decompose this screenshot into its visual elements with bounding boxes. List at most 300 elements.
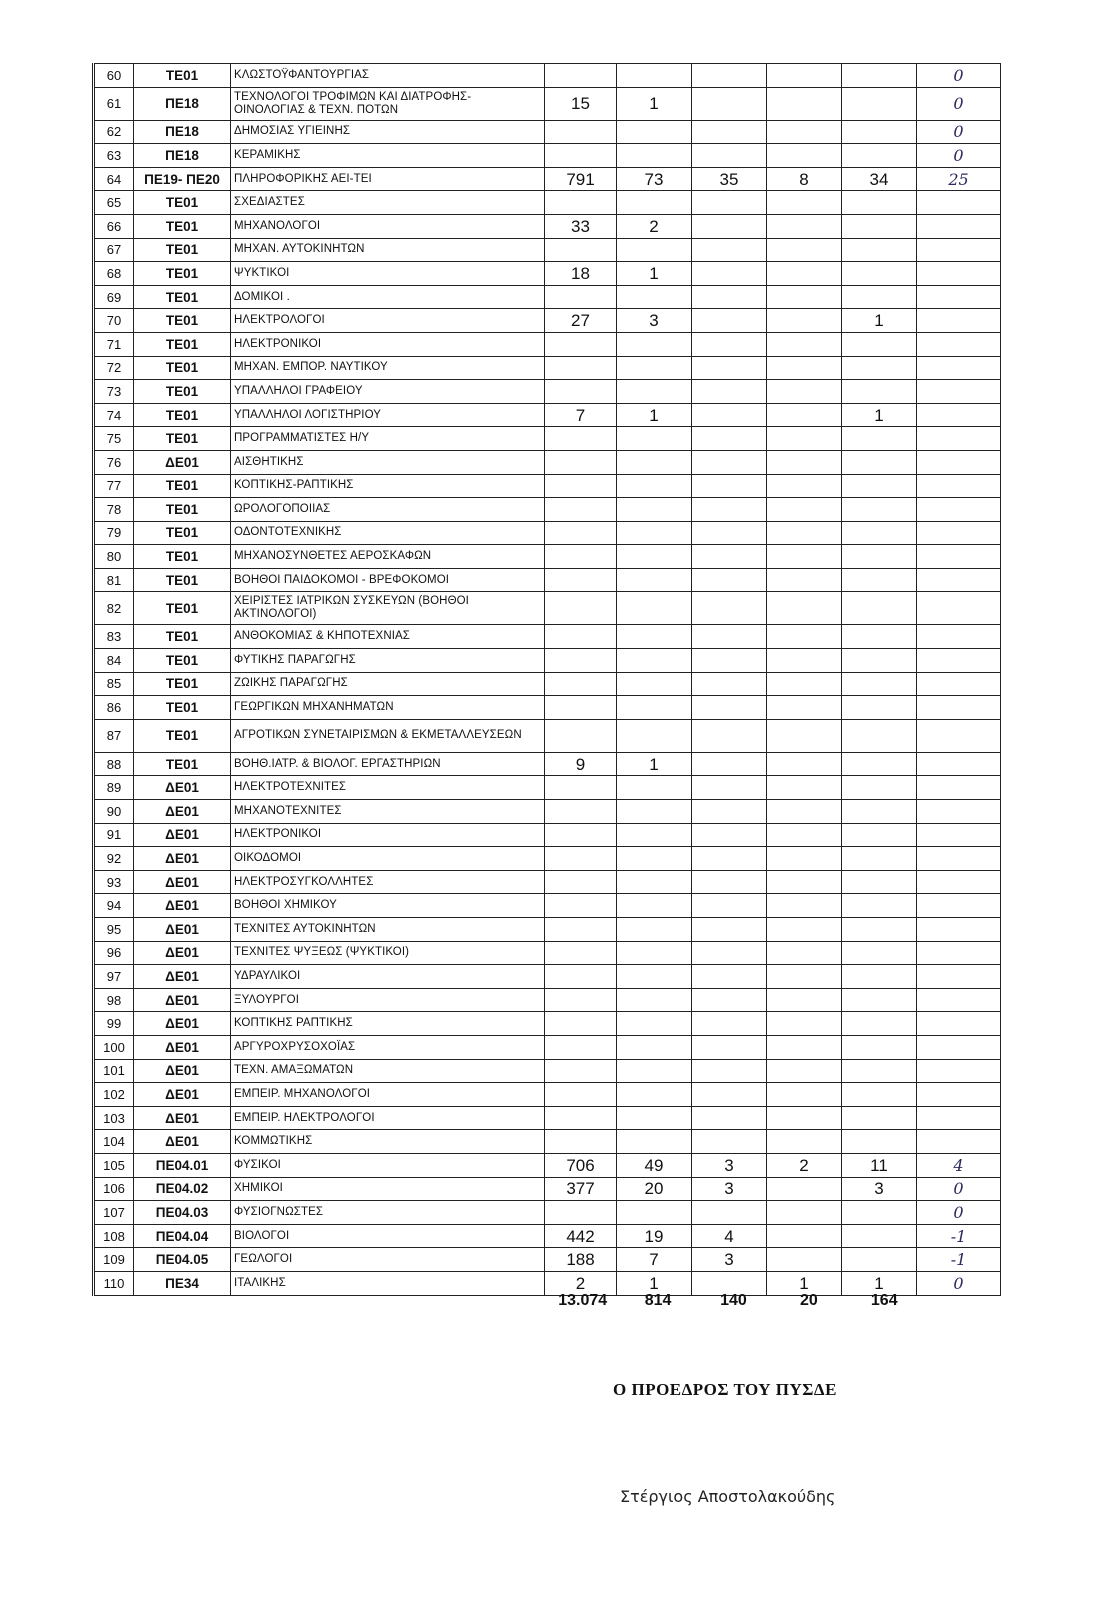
value-cell-1 [545,144,617,168]
value-cell-2 [617,592,692,625]
value-cell-4 [767,592,842,625]
value-cell-4: 8 [767,167,842,191]
specialty-code: ΤΕ01 [134,238,231,262]
value-cell-3 [692,568,767,592]
row-number: 78 [94,498,134,522]
row-number: 84 [94,649,134,673]
specialty-code: ΔΕ01 [134,988,231,1012]
value-cell-2 [617,238,692,262]
specialty-code: ΤΕ01 [134,262,231,286]
table-row [94,649,1001,673]
value-cell-3 [692,1012,767,1036]
value-cell-3 [692,1059,767,1083]
specialty-name: ΤΕΧΝΙΤΕΣ ΑΥΤΟΚΙΝΗΤΩΝ [231,918,545,942]
table-row [94,1012,1001,1036]
specialty-name: ΥΠΑΛΛΗΛΟΙ ΛΟΓΙΣΤΗΡΙΟΥ [231,403,545,427]
specialty-name: ΣΧΕΔΙΑΣΤΕΣ [231,191,545,215]
value-cell-5 [842,752,917,776]
table-row [94,1224,1001,1248]
value-cell-1 [545,1201,617,1225]
row-number: 92 [94,847,134,871]
value-cell-1 [545,1059,617,1083]
value-cell-2: 2 [617,214,692,238]
handwritten-note [917,498,1001,522]
table-body [94,64,1001,1296]
table-row [94,545,1001,569]
specialty-name: ΑΡΓΥΡΟΧΡΥΣΟΧΟΪΑΣ [231,1035,545,1059]
value-cell-3 [692,941,767,965]
value-cell-4 [767,309,842,333]
row-number: 108 [94,1224,134,1248]
value-cell-2 [617,356,692,380]
value-cell-2 [617,144,692,168]
specialty-code: ΤΕ01 [134,498,231,522]
specialty-code: ΔΕ01 [134,1035,231,1059]
document-table-area [92,63,999,1296]
value-cell-5 [842,427,917,451]
handwritten-note [917,1059,1001,1083]
specialty-name: ΗΛΕΚΤΡΟΝΙΚΟΙ [231,332,545,356]
row-number: 69 [94,285,134,309]
value-cell-4 [767,672,842,696]
table-row [94,427,1001,451]
handwritten-note: 0 [917,144,1001,168]
handwritten-note [917,1083,1001,1107]
row-number: 80 [94,545,134,569]
specialty-name: ΒΟΗΘΟΙ ΠΑΙΔΟΚΟΜΟΙ - ΒΡΕΦΟΚΟΜΟΙ [231,568,545,592]
value-cell-4 [767,965,842,989]
row-number: 86 [94,696,134,720]
handwritten-note [917,568,1001,592]
value-cell-3 [692,427,767,451]
handwritten-note [917,191,1001,215]
value-cell-3 [692,1130,767,1154]
value-cell-4 [767,474,842,498]
value-cell-4 [767,262,842,286]
specialty-code: ΠΕ04.03 [134,1201,231,1225]
table-row [94,120,1001,144]
handwritten-note [917,696,1001,720]
table-row [94,592,1001,625]
value-cell-4 [767,1248,842,1272]
value-cell-2 [617,988,692,1012]
value-cell-4 [767,918,842,942]
value-cell-2: 20 [617,1177,692,1201]
value-cell-4 [767,941,842,965]
value-cell-4 [767,238,842,262]
value-cell-5 [842,262,917,286]
value-cell-3 [692,1035,767,1059]
value-cell-5 [842,356,917,380]
value-cell-3 [692,1083,767,1107]
specialty-name: ΚΕΡΑΜΙΚΗΣ [231,144,545,168]
value-cell-3: 3 [692,1177,767,1201]
value-cell-2 [617,1059,692,1083]
value-cell-5 [842,1248,917,1272]
value-cell-2 [617,965,692,989]
specialty-code: ΤΕ01 [134,380,231,404]
specialty-name: ΥΠΑΛΛΗΛΟΙ ΓΡΑΦΕΙΟΥ [231,380,545,404]
table-row [94,1153,1001,1177]
value-cell-1 [545,672,617,696]
value-cell-3 [692,965,767,989]
handwritten-note [917,521,1001,545]
value-cell-3 [692,144,767,168]
value-cell-2: 1 [617,262,692,286]
value-cell-5 [842,696,917,720]
specialty-code: ΔΕ01 [134,450,231,474]
value-cell-5 [842,191,917,215]
value-cell-2 [617,1130,692,1154]
value-cell-4 [767,625,842,649]
specialty-code: ΤΕ01 [134,214,231,238]
value-cell-4 [767,894,842,918]
value-cell-3: 3 [692,1153,767,1177]
table-row [94,498,1001,522]
specialty-name: ΕΜΠΕΙΡ. ΜΗΧΑΝΟΛΟΓΟΙ [231,1083,545,1107]
value-cell-1 [545,1035,617,1059]
value-cell-4: 1 [767,1271,842,1295]
value-cell-1 [545,521,617,545]
value-cell-3 [692,120,767,144]
specialty-name: ΗΛΕΚΤΡΟΝΙΚΟΙ [231,823,545,847]
handwritten-note [917,823,1001,847]
handwritten-note: 4 [917,1153,1001,1177]
value-cell-2 [617,894,692,918]
specialty-name: ΜΗΧΑΝ. ΕΜΠΟΡ. ΝΑΥΤΙΚΟΥ [231,356,545,380]
value-cell-3 [692,309,767,333]
value-cell-1 [545,719,617,752]
value-cell-4 [767,332,842,356]
value-cell-4 [767,144,842,168]
value-cell-4 [767,191,842,215]
specialty-name: ΒΙΟΛΟΓΟΙ [231,1224,545,1248]
specialty-code: ΔΕ01 [134,870,231,894]
handwritten-note [917,988,1001,1012]
value-cell-2 [617,1201,692,1225]
specialty-name: ΚΟΠΤΙΚΗΣ ΡΑΠΤΙΚΗΣ [231,1012,545,1036]
value-cell-1: 188 [545,1248,617,1272]
table-row [94,870,1001,894]
value-cell-4 [767,800,842,824]
row-number: 102 [94,1083,134,1107]
handwritten-note: 25 [917,167,1001,191]
value-cell-2 [617,64,692,88]
row-number: 73 [94,380,134,404]
value-cell-5 [842,545,917,569]
value-cell-5 [842,568,917,592]
value-cell-4 [767,498,842,522]
value-cell-5 [842,64,917,88]
specialty-name: ΩΡΟΛΟΓΟΠΟΙΙΑΣ [231,498,545,522]
value-cell-1 [545,498,617,522]
specialty-code: ΤΕ01 [134,625,231,649]
value-cell-2 [617,1106,692,1130]
table-row [94,521,1001,545]
value-cell-5 [842,672,917,696]
table-row [94,309,1001,333]
value-cell-4 [767,988,842,1012]
value-cell-1 [545,1083,617,1107]
value-cell-1 [545,847,617,871]
specialty-name: ΠΛΗΡΟΦΟΡΙΚΗΣ ΑΕΙ-ΤΕΙ [231,167,545,191]
specialty-name: ΕΜΠΕΙΡ. ΗΛΕΚΤΡΟΛΟΓΟΙ [231,1106,545,1130]
value-cell-5 [842,120,917,144]
table-row [94,262,1001,286]
row-number: 106 [94,1177,134,1201]
value-cell-2: 1 [617,1271,692,1295]
handwritten-note [917,1106,1001,1130]
value-cell-1 [545,592,617,625]
handwritten-note [917,356,1001,380]
value-cell-5 [842,776,917,800]
specialty-name: ΜΗΧΑΝΟΛΟΓΟΙ [231,214,545,238]
specialty-name: ΚΟΠΤΙΚΗΣ-ΡΑΠΤΙΚΗΣ [231,474,545,498]
value-cell-3 [692,498,767,522]
value-cell-1 [545,870,617,894]
table-row [94,776,1001,800]
value-cell-1: 442 [545,1224,617,1248]
total-value-1: 13.074 [558,1292,608,1309]
value-cell-2: 49 [617,1153,692,1177]
value-cell-5 [842,965,917,989]
value-cell-4 [767,380,842,404]
specialty-code: ΠΕ04.05 [134,1248,231,1272]
specialty-name: ΥΔΡΑΥΛΙΚΟΙ [231,965,545,989]
value-cell-5 [842,285,917,309]
value-cell-3 [692,649,767,673]
table-row [94,719,1001,752]
value-cell-1 [545,1106,617,1130]
specialty-code: ΔΕ01 [134,1106,231,1130]
president-title: Ο ΠΡΟΕΔΡΟΣ ΤΟΥ ΠΥΣΔΕ [613,1380,837,1399]
handwritten-note [917,214,1001,238]
row-number: 100 [94,1035,134,1059]
value-cell-5 [842,592,917,625]
handwritten-note [917,672,1001,696]
data-table [92,63,1001,1296]
handwritten-note: 0 [917,1177,1001,1201]
row-number: 109 [94,1248,134,1272]
value-cell-4 [767,696,842,720]
table-row [94,87,1001,120]
row-number: 79 [94,521,134,545]
row-number: 61 [94,87,134,120]
value-cell-3 [692,592,767,625]
specialty-name: ΟΔΟΝΤΟΤΕΧΝΙΚΗΣ [231,521,545,545]
value-cell-3 [692,474,767,498]
value-cell-4 [767,752,842,776]
value-cell-1: 2 [545,1271,617,1295]
value-cell-3 [692,450,767,474]
table-row [94,214,1001,238]
handwritten-note [917,649,1001,673]
specialty-code: ΔΕ01 [134,1130,231,1154]
value-cell-4 [767,568,842,592]
value-cell-3 [692,1201,767,1225]
specialty-name: ΑΓΡΟΤΙΚΩΝ ΣΥΝΕΤΑΙΡΙΣΜΩΝ & ΕΚΜΕΤΑΛΛΕΥΣΕΩΝ [231,719,545,752]
specialty-name: ΖΩΙΚΗΣ ΠΑΡΑΓΩΓΗΣ [231,672,545,696]
total-value-4: 20 [799,1292,818,1309]
specialty-code: ΤΕ01 [134,696,231,720]
value-cell-2 [617,474,692,498]
value-cell-1 [545,1012,617,1036]
value-cell-1 [545,545,617,569]
value-cell-4 [767,356,842,380]
value-cell-3 [692,752,767,776]
value-cell-4 [767,1059,842,1083]
value-cell-3 [692,672,767,696]
specialty-code: ΔΕ01 [134,823,231,847]
specialty-code: ΤΕ01 [134,521,231,545]
value-cell-2 [617,450,692,474]
value-cell-4 [767,403,842,427]
table-row [94,965,1001,989]
handwritten-note [917,262,1001,286]
specialty-name: ΜΗΧΑΝΟΣΥΝΘΕΤΕΣ ΑΕΡΟΣΚΑΦΩΝ [231,545,545,569]
handwritten-note: 0 [917,1271,1001,1295]
value-cell-1 [545,356,617,380]
table-row [94,941,1001,965]
row-number: 77 [94,474,134,498]
table-row [94,894,1001,918]
specialty-name: ΧΗΜΙΚΟΙ [231,1177,545,1201]
total-value-3: 140 [720,1292,747,1309]
handwritten-note [917,1035,1001,1059]
table-row [94,1248,1001,1272]
specialty-code: ΔΕ01 [134,847,231,871]
value-cell-1 [545,696,617,720]
value-cell-4 [767,120,842,144]
value-cell-5 [842,941,917,965]
table-row [94,285,1001,309]
table-row [94,474,1001,498]
value-cell-4 [767,450,842,474]
value-cell-1 [545,988,617,1012]
specialty-code: ΠΕ34 [134,1271,231,1295]
value-cell-4 [767,1224,842,1248]
row-number: 70 [94,309,134,333]
value-cell-1: 9 [545,752,617,776]
value-cell-3 [692,918,767,942]
specialty-name: ΤΕΧΝ. ΑΜΑΞΩΜΑΤΩΝ [231,1059,545,1083]
table-row [94,988,1001,1012]
handwritten-note [917,285,1001,309]
value-cell-2 [617,941,692,965]
value-cell-1 [545,191,617,215]
handwritten-note: 0 [917,87,1001,120]
row-number: 62 [94,120,134,144]
value-cell-5 [842,87,917,120]
specialty-name: ΚΛΩΣΤΟΫΦΑΝΤΟΥΡΓΙΑΣ [231,64,545,88]
value-cell-3 [692,823,767,847]
value-cell-5: 1 [842,403,917,427]
value-cell-4 [767,64,842,88]
table-row [94,144,1001,168]
row-number: 94 [94,894,134,918]
value-cell-4 [767,521,842,545]
row-number: 60 [94,64,134,88]
specialty-name: ΤΕΧΝΙΤΕΣ ΨΥΞΕΩΣ (ΨΥΚΤΙΚΟΙ) [231,941,545,965]
specialty-code: ΤΕ01 [134,592,231,625]
table-row [94,625,1001,649]
value-cell-4 [767,1083,842,1107]
specialty-code: ΔΕ01 [134,894,231,918]
value-cell-2 [617,332,692,356]
specialty-name: ΨΥΚΤΙΚΟΙ [231,262,545,286]
row-number: 101 [94,1059,134,1083]
value-cell-3 [692,776,767,800]
row-number: 99 [94,1012,134,1036]
value-cell-4 [767,1106,842,1130]
row-number: 74 [94,403,134,427]
value-cell-3: 3 [692,1248,767,1272]
specialty-name: ΜΗΧΑΝ. ΑΥΤΟΚΙΝΗΤΩΝ [231,238,545,262]
value-cell-1: 377 [545,1177,617,1201]
value-cell-5 [842,1012,917,1036]
specialty-name: ΓΕΩΡΓΙΚΩΝ ΜΗΧΑΝΗΜΑΤΩΝ [231,696,545,720]
value-cell-3 [692,521,767,545]
specialty-code: ΠΕ18 [134,144,231,168]
specialty-code: ΔΕ01 [134,918,231,942]
value-cell-2 [617,521,692,545]
value-cell-1 [545,941,617,965]
specialty-name: ΦΥΣΙΚΟΙ [231,1153,545,1177]
value-cell-1 [545,894,617,918]
totals-row [545,1292,922,1314]
row-number: 103 [94,1106,134,1130]
handwritten-note [917,918,1001,942]
row-number: 83 [94,625,134,649]
value-cell-1 [545,800,617,824]
handwritten-note [917,776,1001,800]
value-cell-5 [842,649,917,673]
handwritten-note [917,592,1001,625]
value-cell-4 [767,545,842,569]
value-cell-3 [692,332,767,356]
specialty-name: ΧΕΙΡΙΣΤΕΣ ΙΑΤΡΙΚΩΝ ΣΥΣΚΕΥΩΝ (ΒΟΗΘΟΙ ΑΚΤΙΝΟΛΟΓΟΙ) [231,592,545,625]
row-number: 76 [94,450,134,474]
value-cell-1 [545,120,617,144]
value-cell-5 [842,450,917,474]
value-cell-5: 1 [842,1271,917,1295]
specialty-code: ΠΕ19- ΠΕ20 [134,167,231,191]
value-cell-2: 1 [617,752,692,776]
value-cell-5 [842,625,917,649]
value-cell-5 [842,332,917,356]
table-row [94,752,1001,776]
table-row [94,450,1001,474]
specialty-code: ΤΕ01 [134,191,231,215]
specialty-code: ΠΕ04.04 [134,1224,231,1248]
value-cell-5 [842,1035,917,1059]
total-value-5: 164 [870,1292,898,1309]
specialty-name: ΞΥΛΟΥΡΓΟΙ [231,988,545,1012]
specialty-name: ΤΕΧΝΟΛΟΓΟΙ ΤΡΟΦΙΜΩΝ ΚΑΙ ΔΙΑΤΡΟΦΗΣ-ΟΙΝΟΛΟΓΙΑΣ & ΤΕΧΝ. ΠΟΤΩΝ [231,87,545,120]
value-cell-2 [617,696,692,720]
row-number: 64 [94,167,134,191]
value-cell-2: 1 [617,403,692,427]
value-cell-5 [842,1201,917,1225]
value-cell-3 [692,847,767,871]
row-number: 65 [94,191,134,215]
value-cell-3 [692,894,767,918]
row-number: 82 [94,592,134,625]
value-cell-3 [692,191,767,215]
specialty-code: ΤΕ01 [134,356,231,380]
value-cell-4 [767,823,842,847]
row-number: 68 [94,262,134,286]
